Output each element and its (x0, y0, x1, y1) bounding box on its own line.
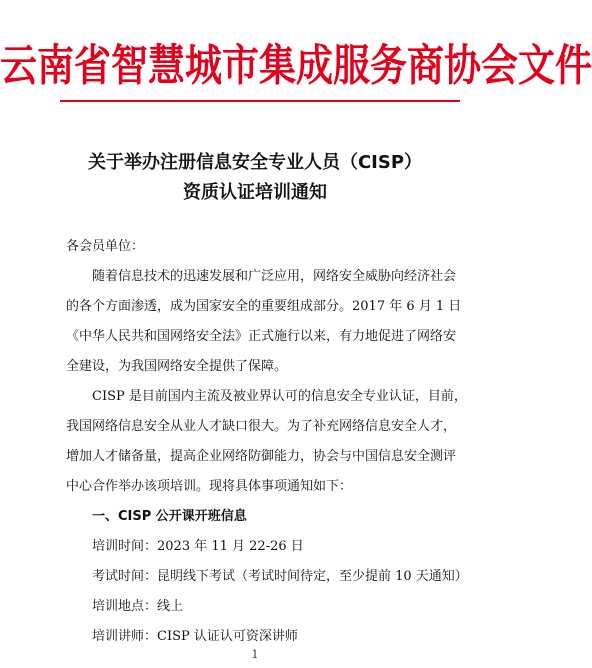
section-item-exam-time: 考试时间：昆明线下考试（考试时间待定，至少提前 10 天通知） (92, 569, 468, 584)
paragraph-1-line-2: 的各个方面渗透，成为国家安全的重要组成部分。2017 年 6 月 1 日 (66, 299, 462, 314)
paragraph-2-line-1: CISP 是目前国内主流及被业界认可的信息安全专业认证，目前， (92, 389, 467, 404)
paragraph-1-line-3: 《中华人民共和国网络安全法》正式施行以来，有力地促进了网络安 (66, 329, 457, 344)
paragraph-1-line-1: 随着信息技术的迅速发展和广泛应用，网络安全威胁向经济社会 (92, 269, 457, 284)
page-number: 1 (251, 648, 259, 661)
section-heading: 一、CISP 公开课开班信息 (92, 509, 247, 524)
paragraph-2-line-4: 中心合作举办该项培训。现将具体事项通知如下： (66, 479, 353, 494)
section-item-training-time: 培训时间：2023 年 11 月 22-26 日 (92, 539, 304, 554)
document-title-line-1: 关于举办注册信息安全专业人员（CISP） (87, 152, 423, 173)
salutation: 各会员单位： (66, 239, 145, 254)
section-item-instructor: 培训讲师：CISP 认证认可资深讲师 (92, 629, 298, 644)
document-body (66, 232, 468, 652)
letterhead-red-rule (60, 100, 460, 102)
section-item-training-location: 培训地点：线上 (92, 599, 184, 614)
document-title-line-2: 资质认证培训通知 (183, 182, 327, 203)
letterhead-org-name: 云南省智慧城市集成服务商协会文件 (0, 40, 592, 92)
paragraph-2-line-2: 我国网络信息安全从业人才缺口很大。为了补充网络信息安全人才， (66, 419, 457, 434)
paragraph-1-line-4: 全建设，为我国网络安全提供了保障。 (66, 359, 288, 374)
paragraph-2-line-3: 增加人才储备量，提高企业网络防御能力，协会与中国信息安全测评 (66, 449, 457, 464)
